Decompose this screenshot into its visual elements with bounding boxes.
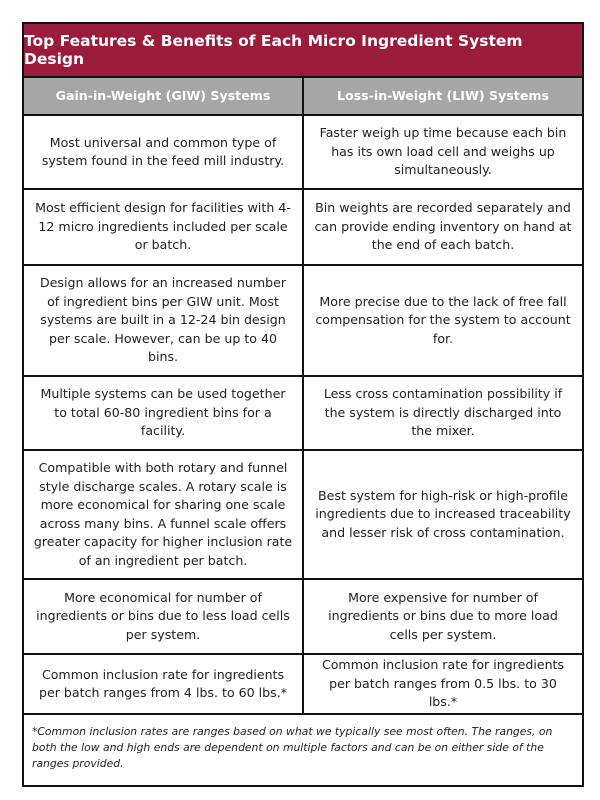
liw-cell: Faster weigh up time because each bin has its own load cell and weighs up simultaneously.	[302, 116, 582, 188]
table-row	[24, 451, 582, 580]
giw-cell: Most efficient design for facilities with 4-12 micro ingredients included per scale or batch.	[35, 200, 291, 253]
table-row	[24, 266, 582, 377]
table-row	[24, 580, 582, 655]
liw-cell: More expensive for number of ingredients or bins due to more load cells per system.	[302, 580, 582, 653]
table-row	[24, 190, 582, 266]
liw-cell: Less cross contamination possibility if the system is directly discharged into the mixer.	[302, 377, 582, 449]
liw-cell: More precise due to the lack of free fall compensation for the system to account for.	[302, 266, 582, 375]
giw-cell: Design allows for an increased number of ingredient bins per GIW unit. Most systems are built in a 12-24 bin design per scale. However, can be up to 40 bins.	[39, 275, 287, 365]
giw-cell: Compatible with both rotary and funnel style discharge scales. A rotary scale is more economical for sharing one scale across many bins. A funnel scale offers greater capacity for higher inclusion rate of an ingredient per batch.	[33, 460, 293, 568]
liw-cell: Common inclusion rate for ingredients per batch ranges from 0.5 lbs. to 30 lbs.*	[302, 655, 582, 713]
liw-cell: Bin weights are recorded separately and can provide ending inventory on hand at the end of each batch.	[302, 190, 582, 264]
header-row	[24, 78, 582, 116]
header-liw: Loss-in-Weight (LIW) Systems	[302, 78, 582, 114]
table-row	[24, 377, 582, 451]
table-title: Top Features & Benefits of Each Micro Ingredient System Design	[24, 24, 582, 78]
liw-cell: Best system for high-risk or high-profile ingredients due to increased traceability and lesser risk of cross contamination.	[302, 451, 582, 578]
giw-cell: Multiple systems can be used together to total 60-80 ingredient bins for a facility.	[40, 386, 286, 439]
giw-cell: Most universal and common type of system found in the feed mill industry.	[41, 134, 285, 168]
table-row	[24, 116, 582, 190]
table-row	[24, 655, 582, 715]
giw-cell: More economical for number of ingredients or bins due to less load cells per system.	[36, 589, 290, 642]
comparison-table	[22, 22, 584, 787]
header-giw: Gain-in-Weight (GIW) Systems	[55, 87, 271, 103]
giw-cell: Common inclusion rate for ingredients per batch ranges from 4 lbs. to 60 lbs.*	[38, 666, 288, 700]
footnote: *Common inclusion rates are ranges based on what we typically see most often. The ranges, on both the low and high ends are dependent on multiple factors and can be on either side of the ranges provided.	[32, 725, 553, 770]
